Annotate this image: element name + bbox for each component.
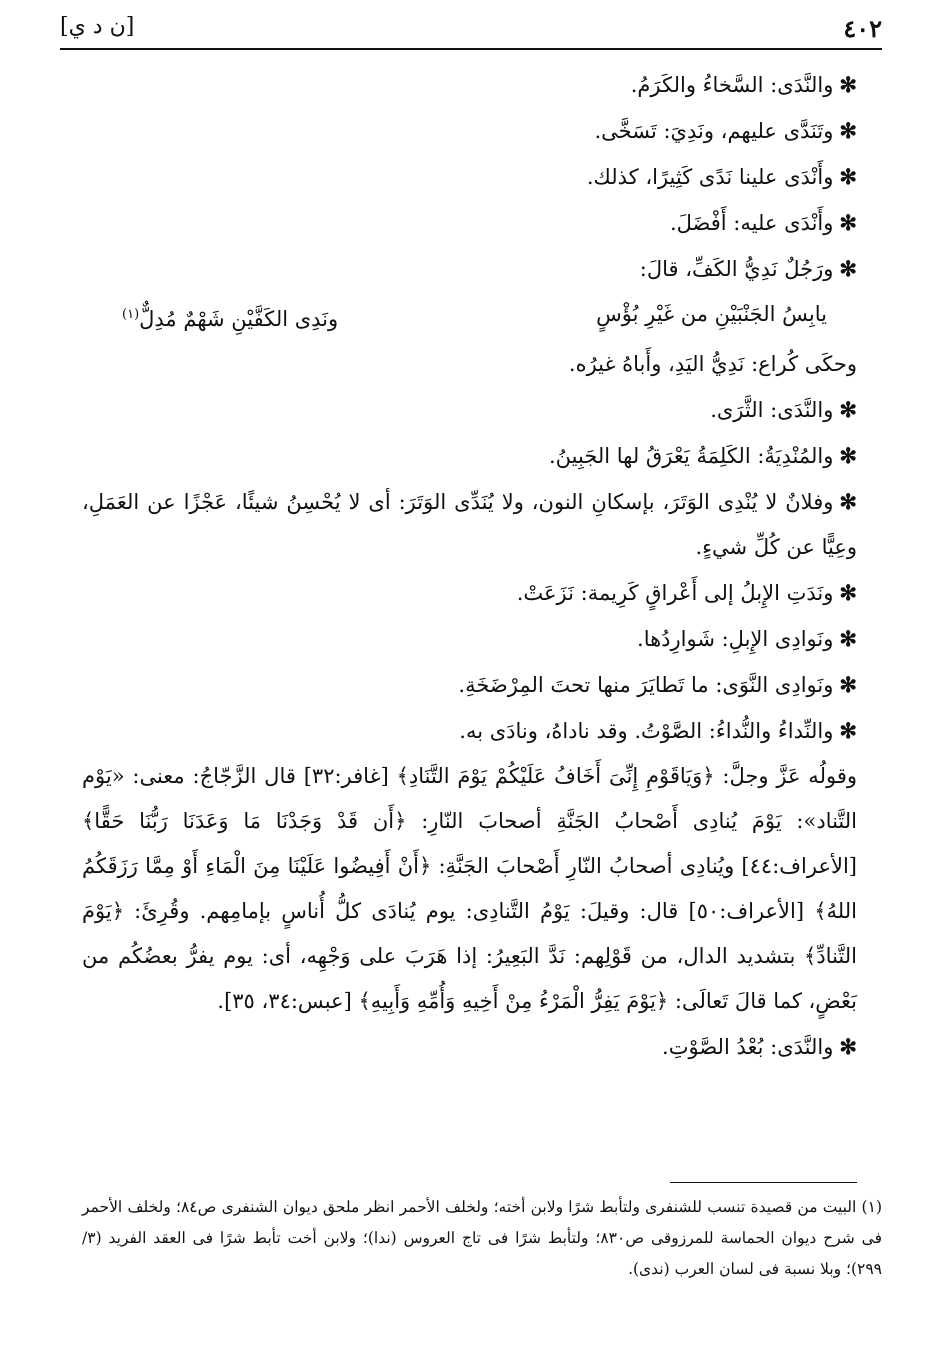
header-rule [60,48,882,50]
star-icon: ✻ [839,443,857,468]
poetry-verse [82,292,857,342]
footnote-divider [670,1182,857,1183]
star-icon: ✻ [839,489,857,514]
footnote-reference: (١) [122,307,140,322]
star-icon: ✻ [839,256,857,281]
page-header [60,10,882,46]
entry-line: ✻وأَنْدَى علينا نَدًى كَثِيرًا، كذلك. [586,164,857,189]
entry-line: وحكَى كُراع: نَدِيُّ اليَدِ، وأَباهُ غيرُه. [568,352,857,376]
verse-second-hemistich: ونَدِى الكَفَّيْنِ شَهْمٌ مُدِلٌّ$^{(١)}$ [122,307,339,331]
star-icon: ✻ [839,118,857,143]
star-icon: ✻ [839,672,857,697]
star-icon: ✻ [839,1034,857,1059]
star-icon: ✻ [839,210,857,235]
entry-line: ✻والنَّدَى: الثَّرَى. [710,397,857,422]
footnote [82,1192,882,1285]
entry-line: ✻ورَجُلٌ نَدِيُّ الكَفِّ، قالَ: [639,256,857,281]
entry-body [82,62,857,1070]
star-icon: ✻ [839,626,857,651]
entry-paragraph: وقولُه عَزَّ وجلَّ: ﴿وَيَاقَوْمِ إِنِّىَ أَخَافُ عَلَيْكُمْ يَوْمَ التَّنَادِ﴾ [غافر:٣٢] قال الزَّجّاجُ: معنى: «يَوْم التَّناد»: يَوْمَ يُنادِى أَصْحابُ الجَنَّةِ أصحابَ النّارِ: ﴿أَن قَدْ وَجَدْنَا مَا وَعَدَنَا رَبُّنَا حَقًّا﴾ [الأعراف:٤٤] ويُنادِى أصحابُ النّارِ أَصْحابَ الجَنَّةِ: ﴿أَنْ أَفِيضُوا عَلَيْنَا مِنَ الْمَاءِ أَوْ مِمَّا رَزَقَكُمُ اللهُ﴾ [الأعراف:٥٠] قال: وقيلَ: يَوْمُ التَّنادِى: يوم يُنادَى كلُّ أُناسٍ بإمامِهم. وقُرِئَ: ﴿يَوْمَ التَّنادِّ﴾ بتشديد الدال، من قَوْلِهم: نَدَّ البَعِيرُ: إذا هَرَبَ على وَجْهِه، أى: يوم يفرُّ بعضُكُم من بَعْضٍ، كما قالَ تَعالَى: ﴿يَوْمَ يَفِرُّ الْمَرْءُ مِنْ أَخِيهِ وَأُمِّهِ وَأَبِيهِ﴾ [عبس:٣٤، ٣٥]. [82,764,857,1013]
entry-line: ✻ونَدَتِ الإِبلُ إلى أَعْراقٍ كَرِيمة: نَزَعَتْ. [516,580,857,605]
star-icon: ✻ [839,164,857,189]
entry-paragraph: ✻وفلانٌ لا يُنْدِى الوَتَرَ، بإسكانِ النون، ولا يُنَدِّى الوَتَرَ: أى لا يُحْسِنُ شيئًا، عَجْزًا عن العَمَلِ، وعِيًّا عن كُلِّ شيءٍ. [82,489,857,559]
star-icon: ✻ [839,72,857,97]
footnote-number: (١) [861,1198,882,1216]
entry-line: ✻وتَنَدَّى عليهم، ونَدِيَ: تَسَخَّى. [594,118,857,143]
entry-line: ✻والنَّدَى: بُعْدُ الصَّوْتِ. [662,1034,857,1059]
footnote-text: البيت من قصيدة تنسب للشنفرى ولتأبط شرًا ولابن أخته؛ ولخلف الأحمر انظر ملحق ديوان الشنفرى ص٨٤؛ ولخلف الأحمر فى شرح ديوان الحماسة للمرزوقى ص٨٣٠؛ ولتأبط شرًا فى تاج العروس (ندا)؛ ولابن أخت تأبط شرًا فى العقد الفريد (٣/ ٢٩٩)؛ وبلا نسبة فى لسان العرب (ندى). [82,1198,883,1278]
running-head: [ن د ي] [60,14,135,39]
entry-line: ✻والنِّداءُ والنُّداءُ: الصَّوْتُ. وقد ناداهُ، ونادَى به. [459,718,857,743]
star-icon: ✻ [839,580,857,605]
entry-line: ✻ونَوادِى النَّوَى: ما تَطايَرَ منها تحتَ المِرْضَخَةِ. [458,672,857,697]
star-icon: ✻ [839,718,857,743]
entry-line: ✻والنَّدَى: السَّخاءُ والكَرَمُ. [630,72,857,97]
entry-line: ✻والمُنْدِيَةُ: الكَلِمَةُ يَعْرَقُ لها الجَبِينُ. [548,443,857,468]
page-number: ٤٠٢ [843,14,882,43]
verse-first-hemistich: يابِسُ الجَنْبَيْنِ من غَيْرِ بُؤْسٍ [596,302,827,326]
star-icon: ✻ [839,397,857,422]
entry-line: ✻ونَوادِى الإِبلِ: شَوارِدُها. [637,626,857,651]
entry-line: ✻وأَنْدَى عليه: أَفْضَلَ. [669,210,857,235]
